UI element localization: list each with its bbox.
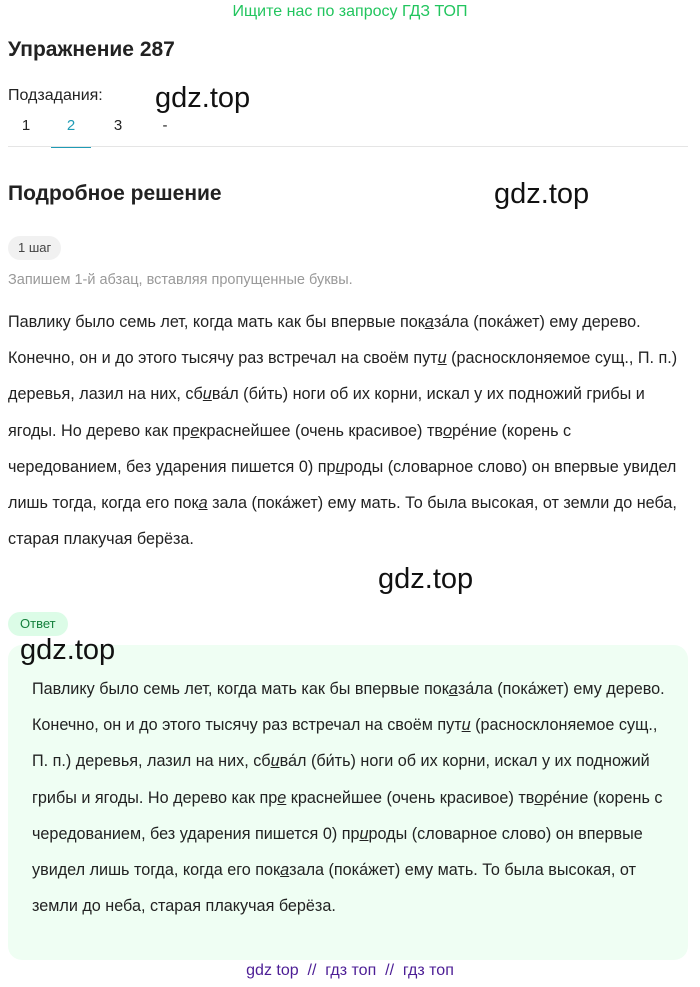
- text-segment: роды (словарное слово) он впервые увидел лишь тогда, когда его пок: [32, 824, 643, 880]
- inserted-letter: и: [437, 349, 447, 368]
- answer-text: [32, 671, 672, 924]
- inserted-letter: и: [461, 716, 471, 735]
- text-segment: (расносклоняемое сущ., П. п.) деревья, лазил на них, сб: [32, 716, 658, 771]
- inserted-letter: и: [335, 457, 345, 476]
- text-segment: зала (пока́жет) ему мать. То была высокая, от земли до неба, старая плакучая берёза.: [8, 494, 677, 549]
- inserted-letter: е: [190, 421, 200, 440]
- subtask-tabs: [8, 112, 192, 148]
- watermark: gdz.top: [20, 634, 116, 666]
- tab-subtask-dash[interactable]: -: [162, 117, 168, 134]
- text-segment: ре́ние (корень с чередованием, без ударения пишется 0) пр: [32, 788, 663, 843]
- solution-heading: Подробное решение: [8, 182, 222, 205]
- step-badge: 1 шаг: [8, 236, 61, 260]
- inserted-letter: а: [280, 861, 290, 880]
- watermark: gdz.top: [155, 82, 251, 114]
- inserted-letter: и: [359, 824, 369, 843]
- footer-links: gdz top // гдз топ // гдз топ: [246, 962, 454, 979]
- text-segment: Павлику было семь лет, когда мать как бы впервые пок: [32, 680, 449, 698]
- text-segment: краснейшее (очень красивое) тв: [286, 788, 535, 807]
- text-segment: зала (пока́жет) ему мать. То была высокая, от земли до неба, старая плакучая берёза.: [32, 861, 636, 916]
- top-banner: Ищите нас по запросу ГДЗ ТОП: [232, 3, 468, 20]
- inserted-letter: и: [270, 752, 280, 771]
- step-note: Запишем 1-й абзац, вставляя пропущенные буквы.: [8, 272, 353, 288]
- text-segment: роды (словарное слово) он впервые увидел лишь тогда, когда его пок: [8, 457, 677, 513]
- watermark: gdz.top: [494, 178, 590, 210]
- inserted-letter: а: [198, 494, 208, 513]
- page-title: Упражнение 287: [8, 38, 175, 61]
- tab-subtask-1[interactable]: 1: [21, 117, 31, 134]
- text-segment: ре́ние (корень с чередованием, без ударения пишется 0) пр: [8, 421, 572, 476]
- watermark: gdz.top: [378, 563, 474, 595]
- text-segment: (расносклоняемое сущ., П. п.) деревья, лазил на них, сб: [8, 349, 678, 404]
- answer-badge: Ответ: [8, 612, 68, 636]
- solution-text: [8, 304, 688, 557]
- tab-subtask-2[interactable]: 2: [51, 112, 91, 148]
- text-segment: ва́л (би́ть) ноги об их корни, искал у их подножий грибы и ягоды. Но дерево как пр: [8, 385, 645, 440]
- text-segment: ва́л (би́ть) ноги об их корни, искал у их подножий грибы и ягоды. Но дерево как пр: [32, 752, 650, 807]
- text-segment: краснейшее (очень красивое) тв: [199, 421, 443, 440]
- tab-subtask-3[interactable]: 3: [113, 117, 123, 134]
- tabs-divider: [8, 146, 688, 147]
- inserted-letter: и: [202, 385, 212, 404]
- inserted-letter: а: [448, 680, 458, 698]
- inserted-letter: е: [277, 788, 287, 807]
- inserted-letter: а: [424, 313, 434, 331]
- text-segment: за́ла (пока́жет) ему дерево. Конечно, он и до этого тысячу раз встречал на своём пут: [32, 680, 665, 735]
- subtasks-label: Подзадания:: [8, 87, 103, 104]
- inserted-letter: о: [442, 421, 452, 440]
- text-segment: за́ла (пока́жет) ему дерево. Конечно, он и до этого тысячу раз встречал на своём пут: [8, 313, 641, 368]
- inserted-letter: о: [534, 788, 544, 807]
- text-segment: Павлику было семь лет, когда мать как бы впервые пок: [8, 313, 425, 331]
